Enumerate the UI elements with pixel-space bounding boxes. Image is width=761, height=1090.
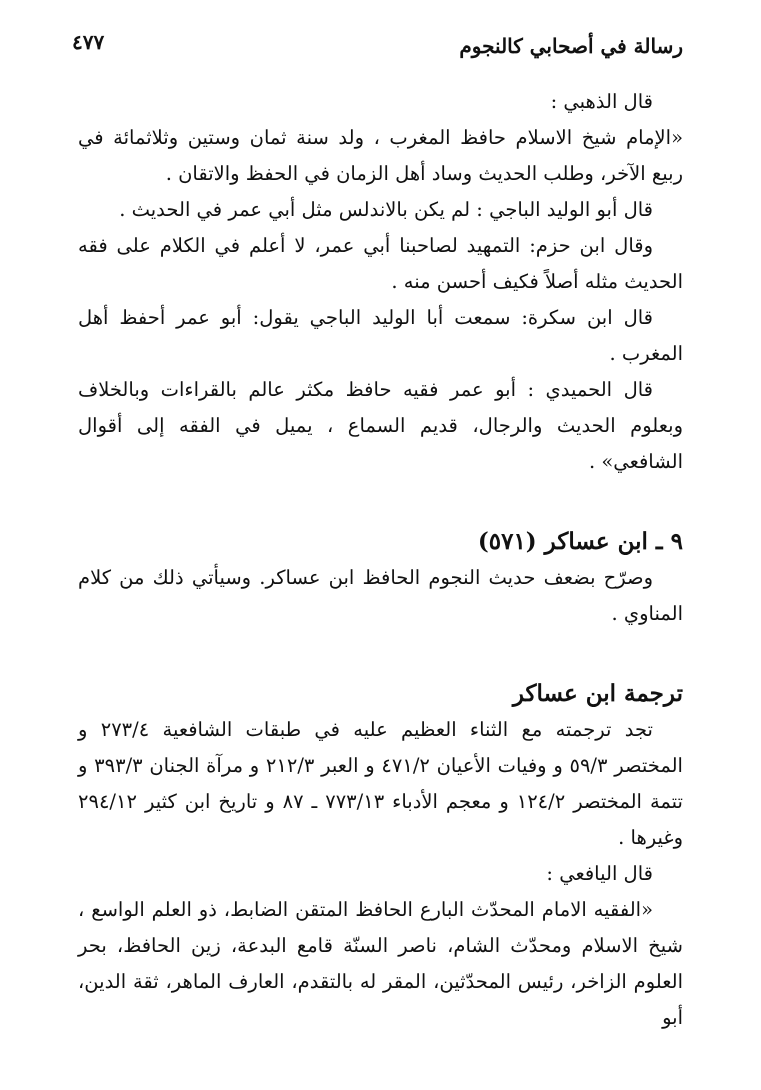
paragraph-humaydi: قال الحميدي : أبو عمر فقيه حافظ مكثر عالم بالقراءات وبالخلاف وبعلوم الحديث والرجال، قديم السماع ، يميل في الفقه إلى أقوال الشافعي» . bbox=[78, 378, 683, 473]
section-gap bbox=[78, 632, 683, 676]
section-heading-biography: ترجمة ابن عساكر bbox=[512, 680, 683, 707]
paragraph-yafii-quote: «الفقيه الامام المحدّث البارع الحافظ المتقن الضابط، ذو العلم الواسع ، شيخ الاسلام ومحدّث الشام، ناصر السنّة قامع البدعة، زين الحافظ، بحر العلوم الزاخر، رئيس المحدّثين، المقر له بالتقدم، العارف الماهر، ثقة الدين، أبو bbox=[78, 898, 683, 1029]
section-heading-ibn-asakir: ٩ ـ ابن عساكر (٥٧١) bbox=[477, 528, 683, 555]
section-gap bbox=[78, 480, 683, 524]
page-body bbox=[78, 84, 683, 1036]
paragraph-ibn-hazm: وقال ابن حزم: التمهيد لصاحبنا أبي عمر، لا أعلم في الكلام على فقه الحديث مثله أصلاً فكيف أحسن منه . bbox=[78, 234, 683, 293]
paragraph-ibn-sukkara: قال ابن سكرة: سمعت أبا الوليد الباجي يقول: أبو عمر أحفظ أهل المغرب . bbox=[78, 306, 683, 365]
paragraph-yafii-intro: قال اليافعي : bbox=[546, 862, 653, 885]
paragraph-dhahabi-quote: «الإمام شيخ الاسلام حافظ المغرب ، ولد سنة ثمان وستين وثلاثمائة في ربيع الآخر، وطلب الحديث وساد أهل الزمان في الحفظ والاتقان . bbox=[78, 126, 683, 185]
running-head bbox=[72, 30, 683, 66]
paragraph-dhahabi-intro: قال الذهبي : bbox=[550, 90, 653, 113]
running-title: رسالة في أصحابي كالنجوم bbox=[459, 34, 683, 58]
page-number: ٤٧٧ bbox=[72, 30, 105, 54]
paragraph-ibn-asakir: وصرّح بضعف حديث النجوم الحافظ ابن عساكر. وسيأتي ذلك من كلام المناوي . bbox=[78, 566, 683, 625]
paragraph-baji: قال أبو الوليد الباجي : لم يكن بالاندلس مثل أبي عمر في الحديث . bbox=[119, 198, 653, 221]
paragraph-biography-sources: تجد ترجمته مع الثناء العظيم عليه في طبقات الشافعية ٢٧٣/٤ و المختصر ٥٩/٣ و وفيات الأعيان ٤٧١/٢ و العبر ٢١٢/٣ و مرآة الجنان ٣٩٣/٣ و تتمة المختصر ١٢٤/٢ و معجم الأدباء ٧٧٣/١٣ ـ ٨٧ و تاريخ ابن كثير ٢٩٤/١٢ وغيرها . bbox=[78, 718, 683, 849]
